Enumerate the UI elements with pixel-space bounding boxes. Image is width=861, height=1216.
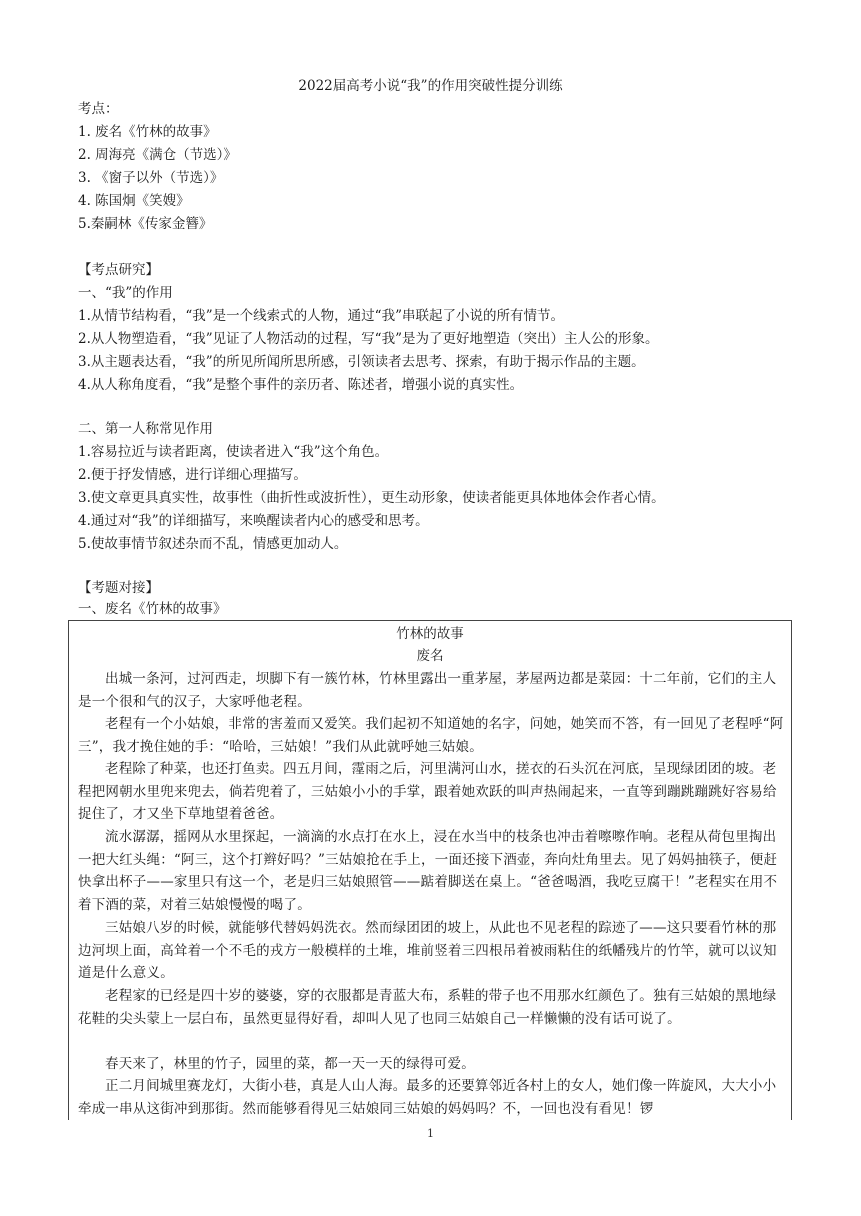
section1-item: 3.从主题表达看，“我”的所见所闻所思所感，引领读者去思考、探索，有助于揭示作品的主题。 bbox=[78, 354, 645, 370]
section2-heading: 二、第一人称常见作用 bbox=[78, 421, 213, 437]
section1-item: 2.从人物塑造看，“我”见证了人物活动的过程，写“我”是为了更好地塑造（突出）主人公的形象。 bbox=[78, 331, 659, 347]
section1-item: 1.从情节结构看，“我”是一个线索式的人物，通过“我”串联起了小说的所有情节。 bbox=[78, 308, 564, 324]
story-paragraph: 老程家的已经是四十岁的婆婆，穿的衣服都是青蓝大布，系鞋的带子也不用那水红颜色了。独有三姑娘的黑地绿花鞋的尖头蒙上一层白布，虽然更显得好看，却叫人见了也同三姑娘自己一样懒懒的没有话可说了。 bbox=[78, 988, 777, 1027]
story-paragraph: 老程除了种菜，也还打鱼卖。四五月间，霪雨之后，河里满河山水，搓衣的石头沉在河底，呈现绿团团的坡。老程把网朝水里兜来兜去，倘若兜着了，三姑娘小小的手掌，跟着她欢跃的叫声热闹起来，一直等到蹦跳蹦跳好容易给捉住了，才又坐下草地望着爸爸。 bbox=[78, 761, 777, 822]
section2-item: 1.容易拉近与读者距离，使读者进入“我”这个角色。 bbox=[78, 444, 389, 460]
practice-subheading: 一、废名《竹林的故事》 bbox=[78, 601, 227, 617]
kaodian-item: 5.秦嗣林《传家金簪》 bbox=[78, 216, 213, 232]
story-paragraph: 春天来了，林里的竹子，园里的菜，都一天一天的绿得可爱。 bbox=[105, 1056, 475, 1072]
kaodian-item: 1. 废名《竹林的故事》 bbox=[78, 124, 217, 140]
section1-item: 4.从人称角度看，“我”是整个事件的亲历者、陈述者，增强小说的真实性。 bbox=[78, 377, 524, 393]
section2-item: 2.便于抒发情感，进行详细心理描写。 bbox=[78, 467, 307, 483]
document-title: 2022届高考小说“我”的作用突破性提分训练 bbox=[298, 78, 563, 94]
story-author: 废名 bbox=[416, 648, 444, 664]
story-paragraph: 流水潺潺，摇网从水里探起，一滴滴的水点打在水上，浸在水当中的枝条也冲击着嚓嚓作响。老程从荷包里掏出一把大红头绳：“阿三，这个打辫好吗？”三姑娘抢在手上，一面还接下酒壶，奔向灶角里去。见了妈妈抽筷子，便赶快拿出杯子——家里只有这一个，老是归三姑娘照管——踮着脚送在桌上。“爸爸喝酒，我吃豆腐干！”老程实在用不着下酒的菜，对着三姑娘慢慢的喝了。 bbox=[78, 829, 778, 913]
kaodian-item: 2. 周海亮《满仓（节选）》 bbox=[78, 147, 237, 163]
story-title: 竹林的故事 bbox=[396, 626, 464, 642]
section1-heading: 一、“我”的作用 bbox=[78, 285, 173, 301]
kaodian-heading: 考点： bbox=[78, 101, 119, 117]
kaodian-item: 4. 陈国炯《笑嫂》 bbox=[78, 193, 190, 209]
research-heading: 【考点研究】 bbox=[78, 262, 159, 278]
section2-item: 4.通过对“我”的详细描写，来唤醒读者内心的感受和思考。 bbox=[78, 513, 429, 529]
story-paragraph: 三姑娘八岁的时候，就能够代替妈妈洗衣。然而绿团团的坡上，从此也不见老程的踪迹了——这只要看竹林的那边河坝上面，高耸着一个不毛的戎方一般模样的土堆，堆前竖着三四根吊着被雨粘住的纸幡残片的竹竿，就可以议知道是什么意义。 bbox=[78, 920, 777, 981]
story-paragraph: 出城一条河，过河西走，坝脚下有一簇竹林，竹林里露出一重茅屋，茅屋两边都是菜园：十二年前，它们的主人是一个很和气的汉子，大家呼他老程。 bbox=[78, 671, 777, 710]
story-paragraph: 老程有一个小姑娘，非常的害羞而又爱笑。我们起初不知道她的名字，问她，她笑而不答，有一回见了老程呼“阿三”，我才挽住她的手：“哈哈，三姑娘！”我们从此就呼她三姑娘。 bbox=[78, 716, 784, 755]
kaodian-item: 3. 《窗子以外（节选）》 bbox=[78, 170, 224, 186]
section2-item: 5.使故事情节叙述杂而不乱，情感更加动人。 bbox=[78, 536, 348, 552]
page-number: 1 bbox=[427, 1127, 434, 1140]
story-paragraph: 正二月间城里赛龙灯，大街小巷，真是人山人海。最多的还要算邻近各村上的女人，她们像一阵旋风，大大小小牵成一串从这街冲到那街。然而能够看得见三姑娘同三姑娘的妈妈吗？不，一回也没有看见！锣 bbox=[78, 1078, 777, 1117]
practice-heading: 【考题对接】 bbox=[78, 580, 159, 596]
section2-item: 3.使文章更具真实性，故事性（曲折性或波折性），更生动形象，使读者能更具体地体会作者心情。 bbox=[78, 490, 665, 506]
